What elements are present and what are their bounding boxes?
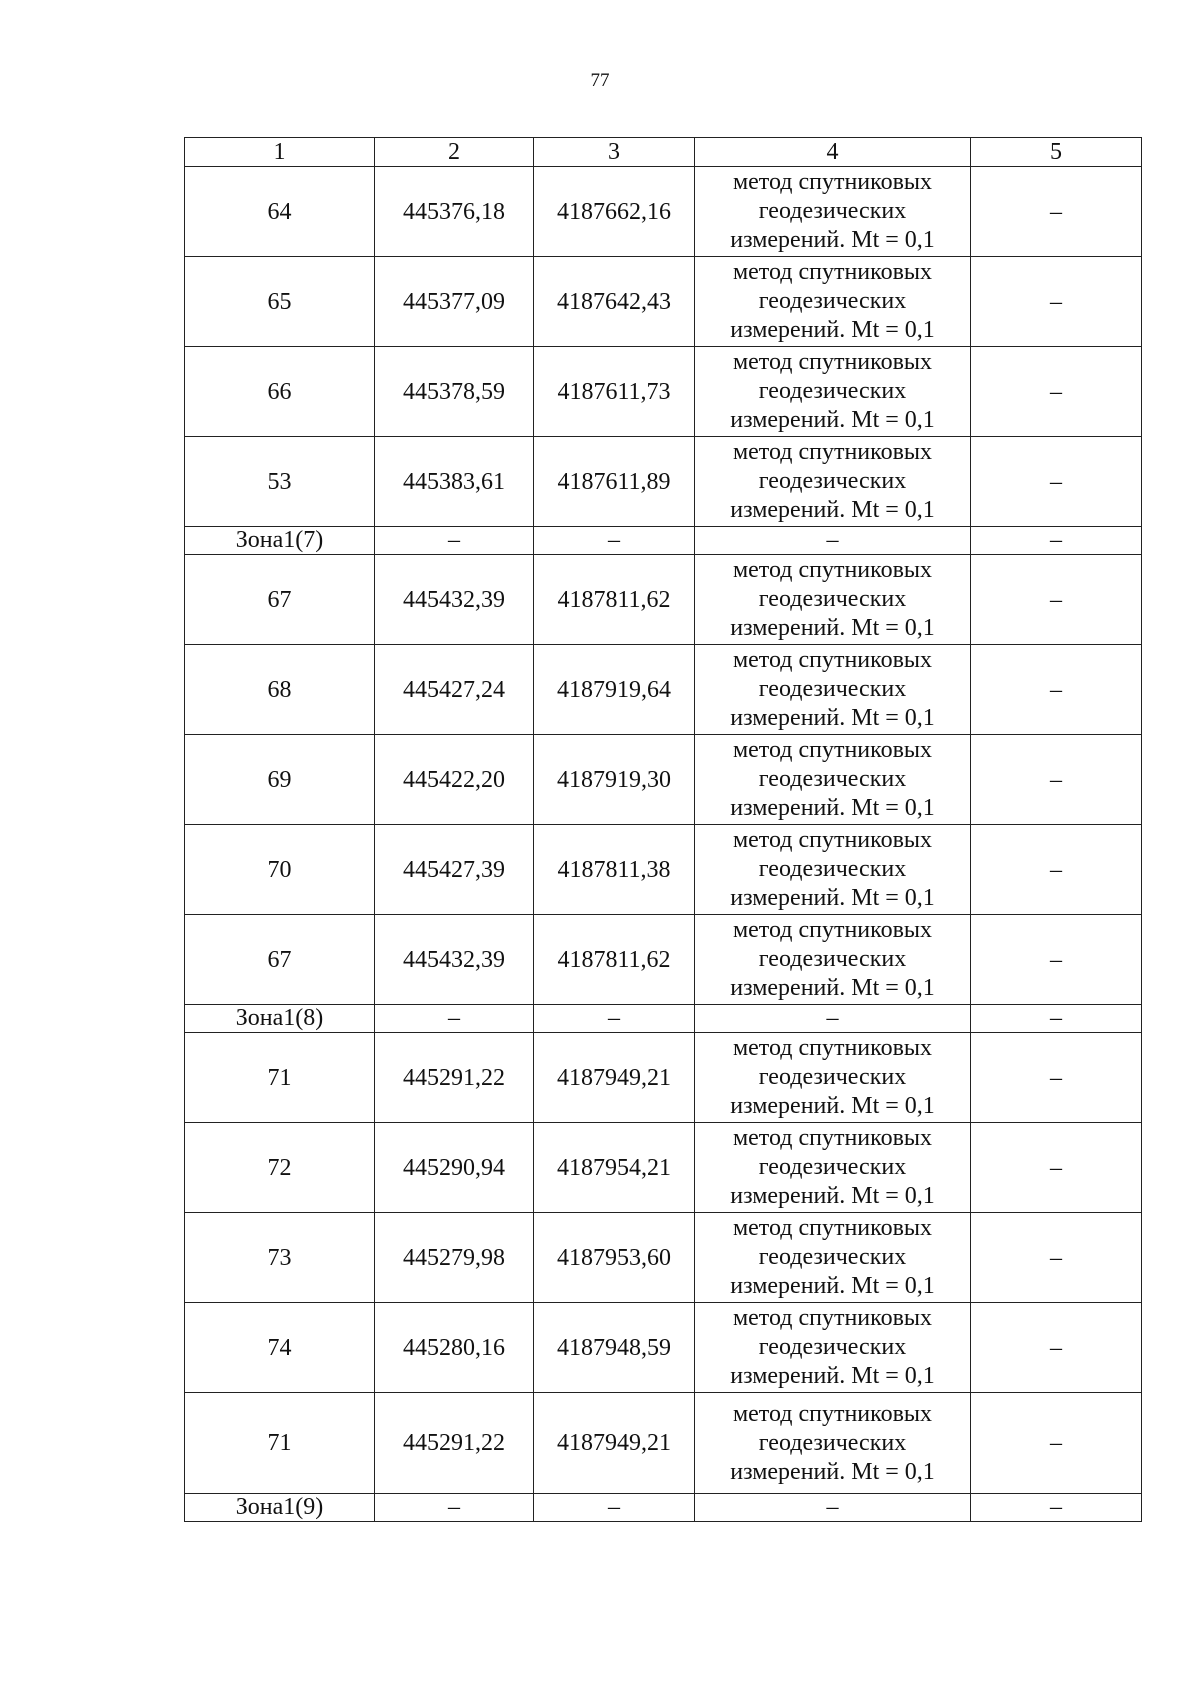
point-number: 68: [185, 645, 375, 735]
cell-y: 4187948,59: [534, 1303, 695, 1393]
method-line-1: метод спутниковых: [732, 1035, 933, 1061]
cell-method: –: [695, 1494, 971, 1522]
cell-x: 445279,98: [375, 1213, 534, 1303]
cell-x: 445280,16: [375, 1303, 534, 1393]
method-line-1: метод спутниковых: [732, 737, 933, 763]
cell-note: –: [971, 1393, 1142, 1494]
cell-note: –: [971, 347, 1142, 437]
method-line-1: метод спутниковых: [732, 647, 933, 673]
method-line-1: метод спутниковых: [732, 1125, 933, 1151]
cell-method: [695, 1303, 971, 1393]
method-line-2: геодезических: [758, 1334, 907, 1360]
cell-y: –: [534, 1494, 695, 1522]
point-number: 72: [185, 1123, 375, 1213]
table-row: [185, 1213, 1142, 1303]
cell-method: –: [695, 527, 971, 555]
cell-y: 4187811,62: [534, 555, 695, 645]
method-line-1: метод спутниковых: [732, 557, 933, 583]
cell-method: [695, 257, 971, 347]
method-line-3: измерений. Mt = 0,1: [730, 975, 935, 1001]
table-row: [185, 167, 1142, 257]
point-number: 67: [185, 915, 375, 1005]
cell-x: 445432,39: [375, 555, 534, 645]
method-line-3: измерений. Mt = 0,1: [730, 705, 935, 731]
method-line-1: метод спутниковых: [732, 917, 933, 943]
column-header-5: 5: [971, 138, 1142, 167]
table-row: [185, 645, 1142, 735]
cell-method: [695, 735, 971, 825]
cell-note: –: [971, 437, 1142, 527]
cell-y: 4187919,30: [534, 735, 695, 825]
cell-note: –: [971, 645, 1142, 735]
method-line-3: измерений. Mt = 0,1: [730, 1363, 935, 1389]
cell-y: 4187954,21: [534, 1123, 695, 1213]
cell-method: [695, 915, 971, 1005]
method-line-2: геодезических: [758, 378, 907, 404]
cell-x: –: [375, 1005, 534, 1033]
cell-y: 4187662,16: [534, 167, 695, 257]
column-header-2: 2: [375, 138, 534, 167]
table-row: [185, 825, 1142, 915]
method-line-2: геодезических: [758, 1064, 907, 1090]
cell-note: –: [971, 825, 1142, 915]
cell-method: [695, 555, 971, 645]
cell-method: [695, 825, 971, 915]
method-line-3: измерений. Mt = 0,1: [730, 1183, 935, 1209]
method-line-2: геодезических: [758, 766, 907, 792]
cell-y: 4187642,43: [534, 257, 695, 347]
cell-y: –: [534, 1005, 695, 1033]
cell-y: 4187811,62: [534, 915, 695, 1005]
method-line-1: метод спутниковых: [732, 1305, 933, 1331]
cell-note: –: [971, 167, 1142, 257]
cell-y: 4187949,21: [534, 1393, 695, 1494]
cell-method: [695, 347, 971, 437]
column-header-1: 1: [185, 138, 375, 167]
table-row: [185, 1303, 1142, 1393]
cell-note: –: [971, 527, 1142, 555]
cell-note: –: [971, 257, 1142, 347]
table-body: [185, 167, 1142, 1522]
cell-x: 445376,18: [375, 167, 534, 257]
cell-x: 445432,39: [375, 915, 534, 1005]
cell-x: 445290,94: [375, 1123, 534, 1213]
cell-method: [695, 437, 971, 527]
table-row: [185, 735, 1142, 825]
cell-note: –: [971, 1123, 1142, 1213]
method-line-3: измерений. Mt = 0,1: [730, 615, 935, 641]
point-number: 71: [185, 1033, 375, 1123]
method-line-2: геодезических: [758, 946, 907, 972]
method-line-2: геодезических: [758, 1154, 907, 1180]
column-header-3: 3: [534, 138, 695, 167]
method-line-2: геодезических: [758, 586, 907, 612]
method-line-3: измерений. Mt = 0,1: [730, 227, 935, 253]
zone-label: Зона1(8): [185, 1005, 375, 1033]
method-line-1: метод спутниковых: [732, 827, 933, 853]
cell-x: 445378,59: [375, 347, 534, 437]
point-number: 66: [185, 347, 375, 437]
zone-row: [185, 527, 1142, 555]
table-row: [185, 347, 1142, 437]
method-line-2: геодезических: [758, 676, 907, 702]
method-line-2: геодезических: [758, 468, 907, 494]
cell-note: –: [971, 1303, 1142, 1393]
method-line-2: геодезических: [758, 1244, 907, 1270]
point-number: 74: [185, 1303, 375, 1393]
method-line-3: измерений. Mt = 0,1: [730, 407, 935, 433]
table-row: [185, 1123, 1142, 1213]
cell-method: [695, 167, 971, 257]
table-row: [185, 1393, 1142, 1494]
cell-x: 445291,22: [375, 1033, 534, 1123]
method-line-3: измерений. Mt = 0,1: [730, 795, 935, 821]
column-header-4: 4: [695, 138, 971, 167]
cell-y: 4187949,21: [534, 1033, 695, 1123]
point-number: 53: [185, 437, 375, 527]
cell-method: –: [695, 1005, 971, 1033]
cell-note: –: [971, 915, 1142, 1005]
point-number: 73: [185, 1213, 375, 1303]
method-line-2: геодезических: [758, 288, 907, 314]
method-line-1: метод спутниковых: [732, 439, 933, 465]
method-line-3: измерений. Mt = 0,1: [730, 885, 935, 911]
point-number: 69: [185, 735, 375, 825]
cell-x: –: [375, 1494, 534, 1522]
cell-x: 445427,24: [375, 645, 534, 735]
cell-x: 445291,22: [375, 1393, 534, 1494]
table-row: [185, 1033, 1142, 1123]
cell-x: 445422,20: [375, 735, 534, 825]
zone-row: [185, 1494, 1142, 1522]
cell-x: 445383,61: [375, 437, 534, 527]
zone-label: Зона1(7): [185, 527, 375, 555]
cell-note: –: [971, 1033, 1142, 1123]
method-line-3: измерений. Mt = 0,1: [730, 1273, 935, 1299]
method-line-1: метод спутниковых: [732, 1400, 933, 1427]
zone-row: [185, 1005, 1142, 1033]
method-line-1: метод спутниковых: [732, 169, 933, 195]
table-row: [185, 437, 1142, 527]
method-line-1: метод спутниковых: [732, 259, 933, 285]
method-line-3: измерений. Mt = 0,1: [730, 1093, 935, 1119]
table-row: [185, 915, 1142, 1005]
cell-y: 4187611,73: [534, 347, 695, 437]
cell-method: [695, 645, 971, 735]
cell-note: –: [971, 735, 1142, 825]
page-number: 77: [590, 70, 610, 91]
cell-x: –: [375, 527, 534, 555]
cell-y: 4187611,89: [534, 437, 695, 527]
cell-y: –: [534, 527, 695, 555]
zone-label: Зона1(9): [185, 1494, 375, 1522]
cell-note: –: [971, 1213, 1142, 1303]
point-number: 65: [185, 257, 375, 347]
method-line-3: измерений. Mt = 0,1: [730, 317, 935, 343]
point-number: 67: [185, 555, 375, 645]
table-row: [185, 555, 1142, 645]
method-line-3: измерений. Mt = 0,1: [730, 1458, 935, 1485]
cell-note: –: [971, 1005, 1142, 1033]
cell-y: 4187919,64: [534, 645, 695, 735]
method-line-1: метод спутниковых: [732, 1215, 933, 1241]
point-number: 64: [185, 167, 375, 257]
point-number: 70: [185, 825, 375, 915]
method-line-1: метод спутниковых: [732, 349, 933, 375]
cell-method: [695, 1033, 971, 1123]
method-line-3: измерений. Mt = 0,1: [730, 497, 935, 523]
coordinates-table: [184, 137, 1142, 1522]
method-line-2: геодезических: [758, 198, 907, 224]
cell-method: [695, 1213, 971, 1303]
point-number: 71: [185, 1393, 375, 1494]
header-row: [185, 138, 1142, 167]
table-row: [185, 257, 1142, 347]
cell-method: [695, 1123, 971, 1213]
cell-y: 4187811,38: [534, 825, 695, 915]
method-line-2: геодезических: [758, 856, 907, 882]
cell-x: 445377,09: [375, 257, 534, 347]
cell-method: [695, 1393, 971, 1494]
cell-x: 445427,39: [375, 825, 534, 915]
method-line-2: геодезических: [758, 1429, 907, 1456]
cell-note: –: [971, 1494, 1142, 1522]
cell-y: 4187953,60: [534, 1213, 695, 1303]
cell-note: –: [971, 555, 1142, 645]
